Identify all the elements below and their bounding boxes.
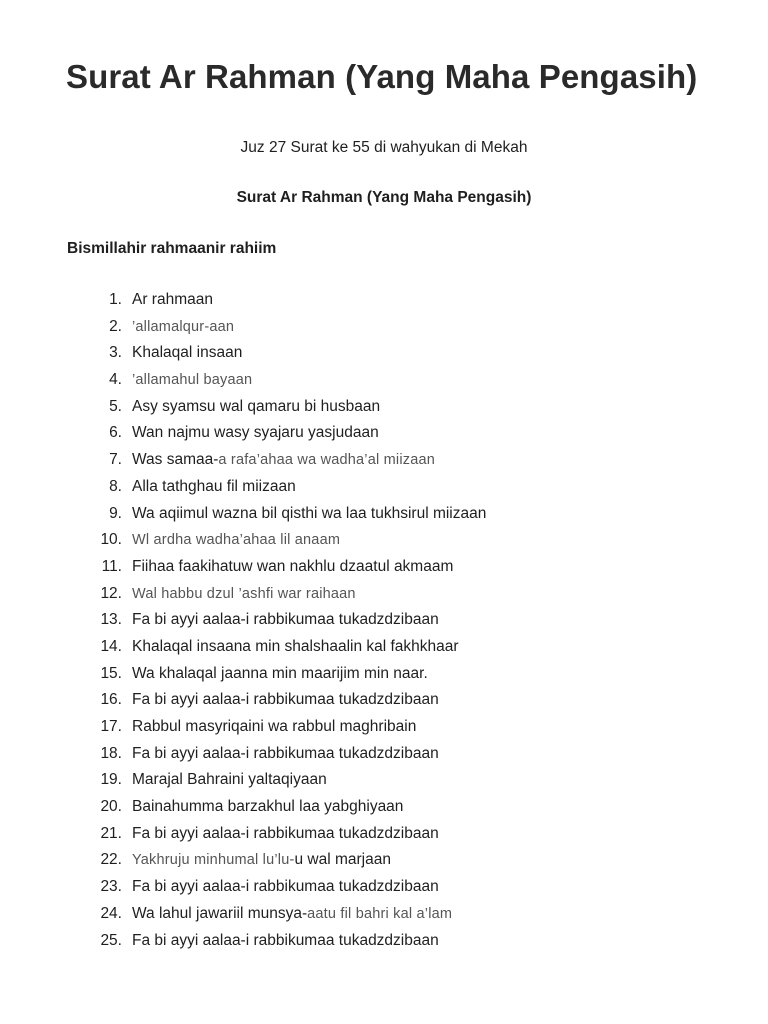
verse-text: [132, 770, 327, 790]
verse-item: [0, 477, 768, 504]
verse-item: [0, 610, 768, 637]
basmala-line: Bismillahir rahmaanir rahiim: [67, 240, 277, 257]
verse-text-segment: Yakhruju minhumal lu’lu-: [132, 852, 295, 869]
verse-item: [0, 904, 768, 931]
verse-number: 20.: [100, 798, 122, 816]
verse-text-segment: Wan najmu wasy syajaru yasjudaan: [132, 424, 379, 442]
verse-number: 19.: [100, 771, 122, 789]
verse-item: [0, 317, 768, 344]
verse-number: 5.: [109, 397, 122, 415]
verse-text-segment: Rabbul masyriqaini wa rabbul maghribain: [132, 718, 417, 735]
verse-item: [0, 877, 768, 904]
verse-text-segment: ’allamahul bayaan: [132, 372, 253, 389]
verse-text-segment: Was samaa-: [132, 451, 219, 469]
verse-text-segment: Fa bi ayyi aalaa-i rabbikumaa tukadzdzibaan: [132, 931, 439, 949]
verse-text-segment: u wal marjaan: [294, 851, 391, 869]
verse-number: 17.: [100, 718, 122, 735]
verse-number: 11.: [101, 557, 122, 575]
verse-number: 16.: [100, 691, 122, 709]
verse-text: [132, 744, 439, 764]
verse-text: [132, 877, 439, 897]
verse-text-segment: Ar rahmaan: [132, 291, 213, 308]
verse-text: [132, 824, 439, 844]
verse-item: [0, 423, 768, 450]
verse-text: [132, 317, 234, 337]
verse-text: [132, 450, 435, 470]
verse-text: [132, 664, 428, 684]
verse-item: [0, 824, 768, 851]
verse-number: 23.: [100, 878, 122, 896]
verse-text: [132, 504, 486, 524]
verse-text: [132, 397, 380, 417]
verse-text-segment: ’allamalqur-aan: [132, 318, 235, 335]
verse-item: [0, 290, 768, 317]
verse-text-segment: Fa bi ayyi aalaa-i rabbikumaa tukadzdzibaan: [132, 611, 439, 629]
verse-text: [132, 290, 213, 310]
verse-item: [0, 557, 768, 584]
verse-text: [132, 904, 452, 924]
verse-number: 4.: [109, 371, 122, 389]
verse-number: 1.: [109, 291, 122, 308]
verse-text-segment: Fiihaa faakihatuw wan nakhlu dzaatul akmaam: [132, 557, 454, 575]
verse-text: [132, 931, 439, 951]
verse-text-segment: Marajal Bahraini yaltaqiyaan: [132, 771, 327, 789]
verse-number: 12.: [100, 584, 122, 602]
verse-number: 15.: [100, 664, 122, 682]
verse-item: [0, 450, 768, 477]
verse-item: [0, 850, 768, 877]
verse-number: 3.: [109, 344, 122, 362]
verse-item: [0, 397, 768, 424]
verse-text: [132, 850, 391, 870]
verse-number: 6.: [109, 424, 122, 442]
verse-text: [132, 717, 416, 737]
verse-number: 24.: [100, 904, 122, 922]
verse-item: [0, 504, 768, 531]
verse-text: [132, 690, 439, 710]
verse-text: [132, 530, 340, 550]
verse-text-segment: Wl ardha wadha’ahaa lil anaam: [132, 532, 341, 549]
verse-text-segment: Wa lahul jawariil munsya-: [132, 904, 308, 922]
verse-text-segment: Fa bi ayyi aalaa-i rabbikumaa tukadzdzibaan: [132, 744, 439, 762]
verse-number: 2.: [109, 317, 122, 335]
verse-text-segment: Alla tathghau fil miizaan: [132, 477, 296, 495]
verse-item: [0, 717, 768, 744]
surah-meta-line: Juz 27 Surat ke 55 di wahyukan di Mekah: [240, 139, 528, 156]
verse-item: [0, 744, 768, 771]
verse-text: [132, 584, 356, 604]
verse-text-segment: Fa bi ayyi aalaa-i rabbikumaa tukadzdzibaan: [132, 691, 439, 709]
verse-number: 14.: [100, 637, 122, 655]
verse-number: 9.: [109, 504, 122, 522]
document-title: Surat Ar Rahman (Yang Maha Pengasih): [66, 58, 698, 95]
verse-text-segment: Wal habbu dzul ’ashfi war raihaan: [132, 585, 356, 602]
verse-item: [0, 343, 768, 370]
verse-number: 22.: [100, 851, 122, 869]
verse-number: 10.: [100, 531, 122, 549]
verse-item: [0, 584, 768, 611]
verse-text-segment: Asy syamsu wal qamaru bi husbaan: [132, 397, 381, 415]
verse-text-segment: Khalaqal insaana min shalshaalin kal fakhkhaar: [132, 637, 459, 655]
verse-text-segment: Bainahumma barzakhul laa yabghiyaan: [132, 798, 404, 816]
verse-number: 8.: [109, 477, 122, 495]
verse-item: [0, 664, 768, 691]
verse-text: [132, 370, 252, 390]
verse-text-segment: Wa aqiimul wazna bil qisthi wa laa tukhsirul miizaan: [132, 504, 487, 522]
verse-text: [132, 637, 459, 657]
verse-text: [132, 343, 242, 363]
verse-number: 13.: [100, 611, 122, 629]
verse-item: [0, 530, 768, 557]
surah-subheading: Surat Ar Rahman (Yang Maha Pengasih): [236, 189, 532, 206]
verse-text: [132, 423, 379, 443]
verse-item: [0, 637, 768, 664]
verse-text: [132, 797, 403, 817]
verse-text-segment: a rafa’ahaa wa wadha’al miizaan: [218, 452, 435, 469]
verse-text-segment: Fa bi ayyi aalaa-i rabbikumaa tukadzdzibaan: [132, 878, 439, 896]
verse-item: [0, 931, 768, 958]
verse-text-segment: Wa khalaqal jaanna min maarijim min naar.: [132, 664, 428, 682]
verse-number: 21.: [100, 824, 122, 842]
verse-text-segment: aatu fil bahri kal a’lam: [307, 905, 453, 922]
verse-list: [0, 290, 768, 957]
verse-text-segment: Fa bi ayyi aalaa-i rabbikumaa tukadzdzibaan: [132, 824, 439, 842]
verse-number: 18.: [100, 744, 122, 762]
verse-text: [132, 477, 296, 497]
verse-number: 25.: [100, 931, 122, 949]
verse-item: [0, 797, 768, 824]
verse-text: [132, 557, 453, 577]
verse-item: [0, 690, 768, 717]
verse-text-segment: Khalaqal insaan: [132, 344, 243, 362]
verse-item: [0, 770, 768, 797]
verse-number: 7.: [109, 451, 122, 469]
verse-text: [132, 610, 439, 630]
verse-item: [0, 370, 768, 397]
